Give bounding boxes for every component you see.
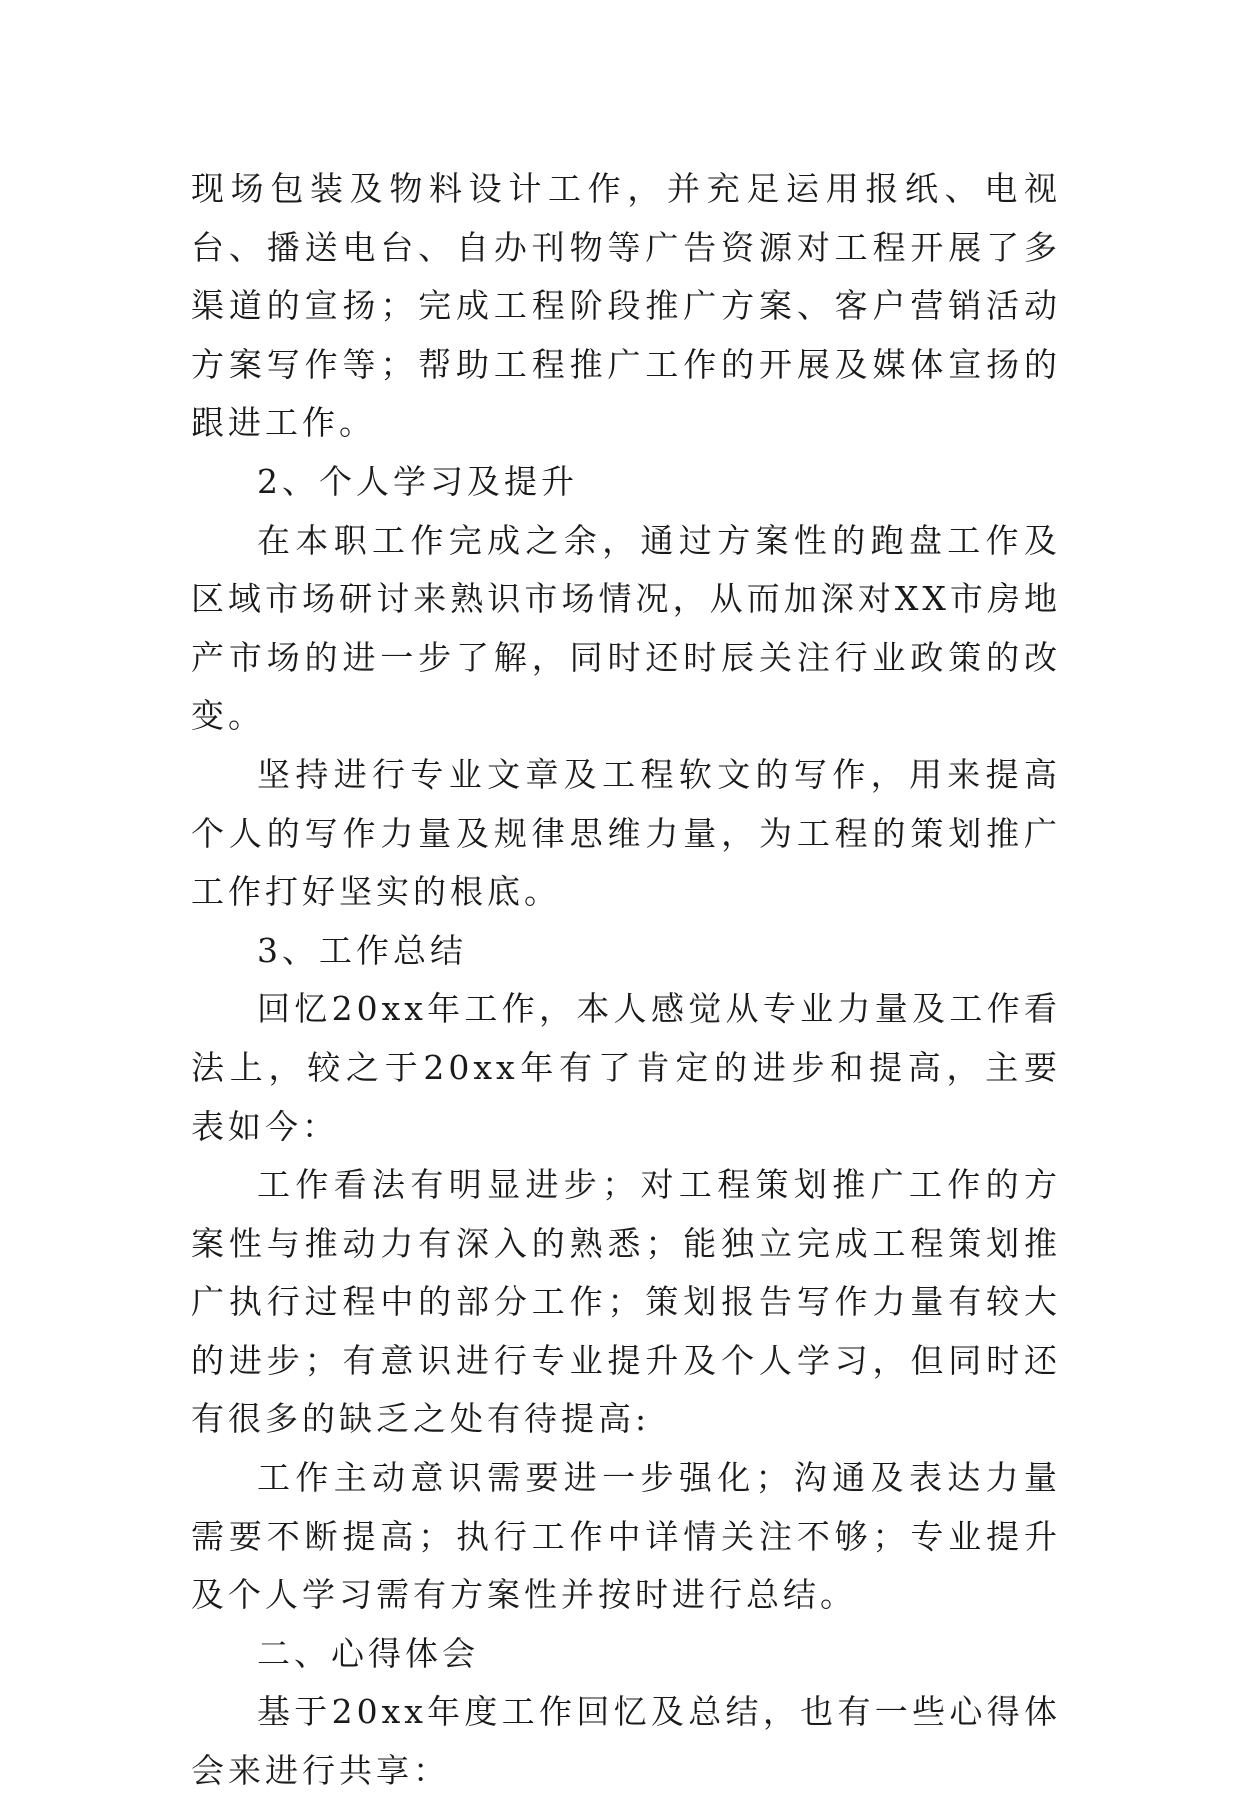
section-heading-experience: 二、心得体会 [257,1633,479,1673]
paragraph-sharing: 基于20xx年度工作回忆及总结，也有一些心得体会来进行共享： [191,1692,1061,1791]
section-heading-personal-study: 2、个人学习及提升 [257,461,578,501]
section-heading-work-summary: 3、工作总结 [257,930,467,970]
paragraph-market-study: 在本职工作完成之余，通过方案性的跑盘工作及区域市场研讨来熟识市场情况，从而加深对XX市房地产市场的进一步了解，同时还时辰关注行业政策的改变。 [191,520,1061,736]
paragraph-shortcomings: 工作主动意识需要进一步强化；沟通及表达力量需要不断提高；执行工作中详情关注不够；专业提升及个人学习需有方案性并按时进行总结。 [191,1458,1061,1615]
paragraph-continuation: 现场包装及物料设计工作，并充足运用报纸、电视台、播送电台、自办刊物等广告资源对工程开展了多渠道的宣扬；完成工程阶段推广方案、客户营销活动方案写作等；帮助工程推广工作的开展及媒体宣扬的跟进工作。 [191,169,1061,443]
paragraph-writing-practice: 坚持进行专业文章及工程软文的写作，用来提高个人的写作力量及规律思维力量，为工程的策划推广工作打好坚实的根底。 [191,754,1061,912]
document-body [191,160,1061,1801]
paragraph-progress: 工作看法有明显进步；对工程策划推广工作的方案性与推动力有深入的熟悉；能独立完成工程策划推广执行过程中的部分工作；策划报告写作力量有较大的进步；有意识进行专业提升及个人学习，但同时还有很多的缺乏之处有待提高: [191,1165,1061,1439]
paragraph-year-review: 回忆20xx年工作，本人感觉从专业力量及工作看法上，较之于20xx年有了肯定的进步和提高，主要表如今： [191,989,1061,1146]
